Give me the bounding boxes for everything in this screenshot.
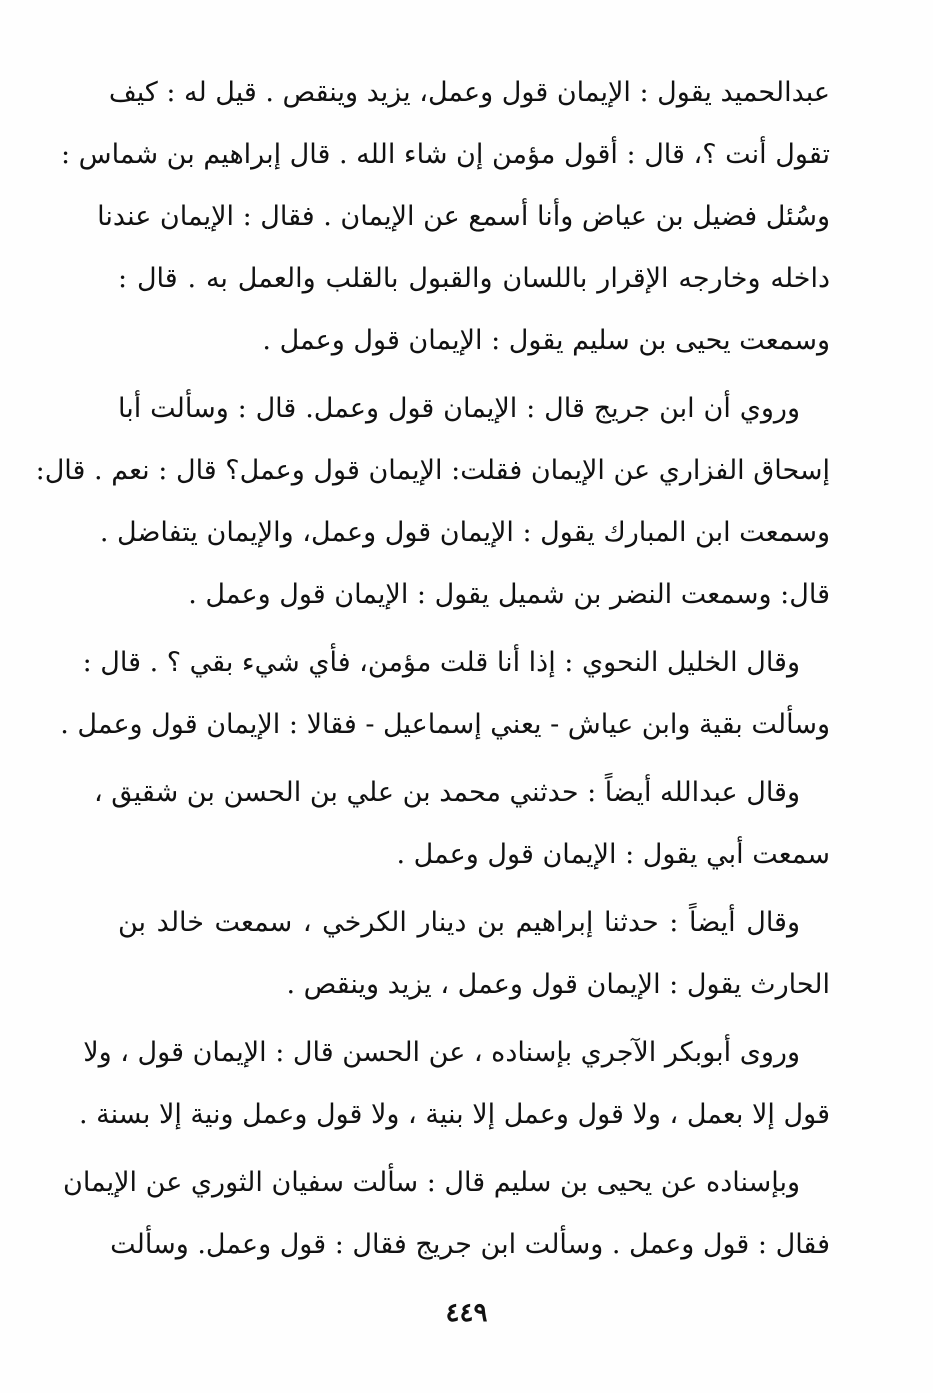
text-line: وبإسناده عن يحيى بن سليم قال : سألت سفيان الثوري عن الإيمان: [62, 1167, 800, 1198]
text-line: وقال أيضاً : حدثنا إبراهيم بن دينار الكرخي ، سمعت خالد بن: [118, 907, 800, 938]
text-line: وروي أن ابن جريج قال : الإيمان قول وعمل. قال : وسألت أبا: [118, 393, 800, 424]
text-line: وسمعت يحيى بن سليم يقول : الإيمان قول وعمل .: [262, 325, 830, 356]
paragraph-1: [61, 62, 830, 372]
page-number: ٤٤٩: [445, 1298, 488, 1328]
text-line: وسألت بقية وابن عياش - يعني إسماعيل - فقالا : الإيمان قول وعمل .: [60, 709, 830, 740]
text-line: تقول أنت ؟، قال : أقول مؤمن إن شاء الله . قال إبراهيم بن شماس :: [61, 139, 830, 170]
paragraph-7: [62, 1152, 830, 1276]
text-line: إسحاق الفزاري عن الإيمان فقلت: الإيمان قول وعمل؟ قال : نعم . قال:: [35, 455, 830, 486]
text-line: الحارث يقول : الإيمان قول وعمل ، يزيد وينقص .: [286, 969, 830, 1000]
text-line: قول إلا بعمل ، ولا قول وعمل إلا بنية ، ولا قول وعمل ونية إلا بسنة .: [78, 1099, 830, 1130]
paragraph-2: [35, 378, 830, 626]
text-line: عبدالحميد يقول : الإيمان قول وعمل، يزيد وينقص . قيل له : كيف: [108, 77, 830, 108]
paragraph-6: [78, 1022, 830, 1146]
text-line: قال: وسمعت النضر بن شميل يقول : الإيمان قول وعمل .: [188, 579, 830, 610]
text-line: وقال عبدالله أيضاً : حدثني محمد بن علي بن الحسن بن شقيق ،: [93, 777, 800, 808]
text-line: سمعت أبي يقول : الإيمان قول وعمل .: [396, 839, 830, 870]
paragraph-5: [118, 892, 830, 1016]
body-text: [35, 62, 830, 1282]
text-line: فقال : قول وعمل . وسألت ابن جريج فقال : قول وعمل. وسألت: [110, 1229, 830, 1260]
text-line: وسُئل فضيل بن عياض وأنا أسمع عن الإيمان . فقال : الإيمان عندنا: [97, 201, 830, 232]
text-line: وروى أبوبكر الآجري بإسناده ، عن الحسن قال : الإيمان قول ، ولا: [83, 1037, 800, 1068]
text-line: وسمعت ابن المبارك يقول : الإيمان قول وعمل، والإيمان يتفاضل .: [99, 517, 830, 548]
paragraph-4: [93, 762, 830, 886]
text-line: وقال الخليل النحوي : إذا أنا قلت مؤمن، فأي شيء بقي ؟ . قال :: [82, 647, 800, 678]
paragraph-3: [60, 632, 830, 756]
text-line: داخله وخارجه الإقرار باللسان والقبول بالقلب والعمل به . قال :: [118, 263, 830, 294]
